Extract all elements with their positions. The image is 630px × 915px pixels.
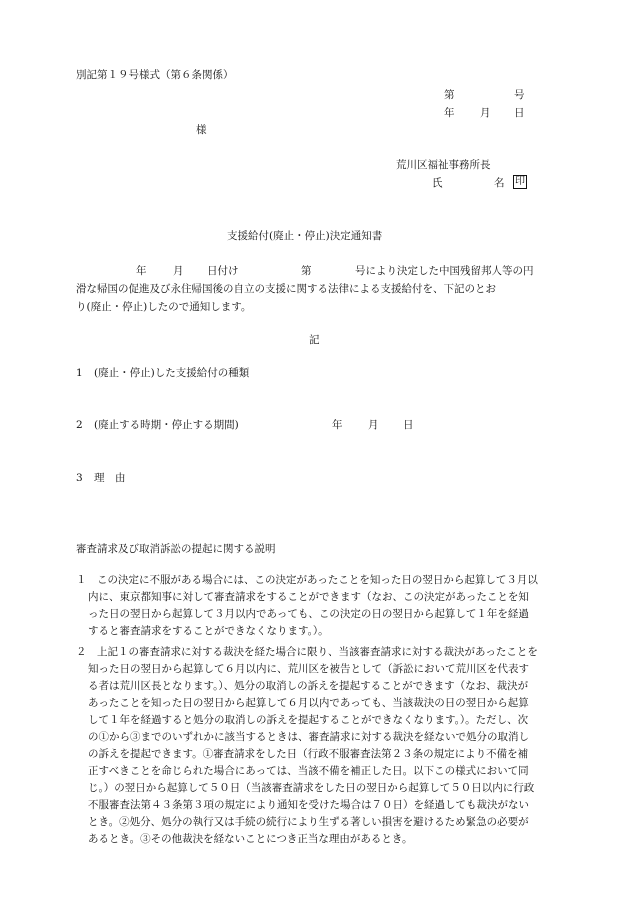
item-3-label: 理 由: [94, 472, 126, 484]
explanation-item-1: １ この決定に不服がある場合には、この決定があったことを知った日の翌日から起算して３月以内に、東京都知事に対して審査請求をすることができます（なお、この決定があったことを知った日の翌日から起算して３月以内であっても、この決定の日の翌日から起算して１年を経過すると審査請求をすることができなくなります。）。: [76, 574, 538, 637]
issuer-name-label-1: 氏: [432, 177, 443, 189]
issuer-office: 荒川区福祉事務所長: [396, 159, 491, 171]
explanation-heading: 審査請求及び取消訴訟の提起に関する説明: [76, 543, 276, 555]
date-year: 年: [444, 107, 455, 119]
ki-mark: 記: [309, 334, 320, 346]
date-day: 日: [514, 107, 525, 119]
body-month: 月: [173, 265, 184, 277]
item-1-label: (廃止・停止)した支援給付の種類: [94, 367, 250, 379]
seal-text: 印: [515, 176, 525, 187]
seal-mark: [509, 175, 527, 189]
doc-number-suffix: 号: [514, 89, 525, 101]
doc-number-prefix: 第: [444, 89, 455, 101]
item-2-day: 日: [403, 419, 414, 431]
document-title: 支援給付(廃止・停止)決定通知書: [227, 230, 383, 242]
item-3-number: 3: [76, 472, 83, 484]
issuer-name-label-2: 名: [494, 177, 505, 189]
body-dai: 第: [301, 265, 312, 277]
form-label: 別記第１９号様式（第６条関係）: [76, 69, 234, 81]
addressee-suffix: 様: [196, 124, 207, 136]
item-2-number: 2: [76, 419, 83, 431]
explanation-item-2: ２ 上記１の審査請求に対する裁決を経た場合に限り、当該審査請求に対する裁決があったことを知った日の翌日から起算して６月以内に、荒川区を被告として（訴訟において荒川区を代表する者は荒川区長となります。）、処分の取消しの訴えを提起することができます（なお、裁決があったことを知った日の翌日から起算して６月以内であっても、当該裁決の日の翌日から起算して１年を経過すると処分の取消しの訴えを提起することができなくなります。）。ただし、次の①から③までのいずれかに該当するときは、審査請求に対する裁決を経ないで処分の取消しの訴えを提起できます。①審査請求をした日（行政不服審査法第２３条の規定により不備を補正すべきことを命じられた場合にあっては、当該不備を補正した日。以下この様式において同じ。）の翌日から起算して５０日（当該審査請求をした日の翌日から起算して５０日以内に行政不服審査法第４３条第３項の規定により通知を受けた場合は７０日）を経過しても裁決がないとき。②処分、処分の執行又は手続の続行により生ずる著しい損害を避けるため緊急の必要があるとき。③その他裁決を経ないことにつき正当な理由があるとき。: [76, 646, 538, 845]
body-line1-rest: 号により決定した中国残留邦人等の円: [355, 265, 534, 277]
date-month: 月: [480, 107, 491, 119]
body-line3: り(廃止・停止)したので通知します。: [76, 301, 252, 313]
body-year: 年: [136, 265, 147, 277]
item-1-number: 1: [76, 367, 83, 379]
item-2-label: (廃止する時期・停止する期間): [94, 419, 239, 431]
item-2-month: 月: [368, 419, 379, 431]
item-2-year: 年: [332, 419, 343, 431]
body-line2: 滑な帰国の促進及び永住帰国後の自立の支援に関する法律による支援給付を、下記のとお: [76, 283, 496, 295]
body-dated: 日付け: [207, 265, 239, 277]
